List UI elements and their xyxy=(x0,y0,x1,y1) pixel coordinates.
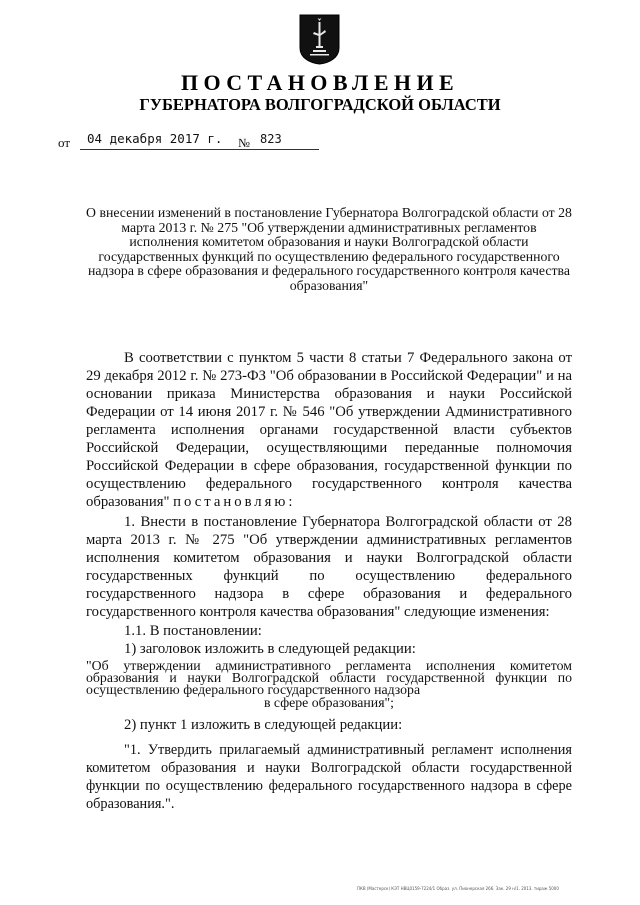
date-field[interactable] xyxy=(80,132,283,150)
subitem-2-paragraph: 2) пункт 1 изложить в следующей редакции: xyxy=(124,717,403,733)
document-subject: О внесении изменений в постановление Губернатора Волгоградской области от 28 марта 2013 г. № 275 "Об утверждении административных регламентов исполнения комитетом образования и науки Волгоградской области государственных функций по осуществлению федерального государственного надзора в сфере образования и федерального государственного контроля качества образования" xyxy=(86,205,572,293)
document-type-title: ПОСТАНОВЛЕНИЕ xyxy=(180,70,460,95)
number-value: 823 xyxy=(260,132,282,146)
date-value: 04 декабря 2017 г. xyxy=(87,131,223,146)
quote-main-text: "Об утверждении административного регламента исполнения комитетом образования и науки Волгоградской области государственной функции по осуществлению федерального государственного надзора xyxy=(86,658,572,698)
number-field[interactable] xyxy=(256,132,319,150)
new-title-quote xyxy=(86,660,572,709)
issuer-title: ГУБЕРНАТОРА ВОЛГОГРАДСКОЙ ОБЛАСТИ xyxy=(139,95,501,114)
number-label: № xyxy=(238,136,250,150)
decree-word: постановляю: xyxy=(173,494,296,510)
item-1-1-paragraph: 1.1. В постановлении: xyxy=(124,623,262,639)
preamble-paragraph xyxy=(86,349,572,511)
date-label: от xyxy=(58,135,71,150)
preamble-text: В соответствии с пунктом 5 части 8 статьи 7 Федерального закона от 29 декабря 2012 г. № 273-ФЗ "Об образовании в Российской Федерации" и на основании приказа Министерства образования и науки Российской Федерации от 14 июня 2017 г. № 546 "Об утверждении Административного регламента исполнения органами государственной власти субъектов Российской Федерации, осуществляющими переданные полномочия Российской Федерации в сфере образования, государственной функции по осуществлению федерального государственного контроля качества образования" xyxy=(86,350,572,510)
new-item-1-paragraph: "1. Утвердить прилагаемый административный регламент исполнения комитетом образования и науки Волгоградской области государственной функции по осуществлению федерального государственного надзора в сфере образования.". xyxy=(86,742,572,812)
subitem-1-paragraph: 1) заголовок изложить в следующей редакции: xyxy=(124,641,416,657)
quote-end-text: в сфере образования"; xyxy=(263,694,395,710)
print-mark: ПКВ (Мастерск) КЭТ НВЦ0159-7224/1 Образ. ул. Пионерская 266. Зак. 29 н/1. 2013. тираж 5000 xyxy=(357,886,559,891)
coat-of-arms-icon xyxy=(299,14,340,65)
item-1-paragraph: 1. Внести в постановление Губернатора Волгоградской области от 28 марта 2013 г. № 275 "Об утверждении административных регламентов исполнения комитетом образования и науки Волгоградской области государственных функций по осуществлению федерального государственного надзора в сфере образования и федерального государственного контроля качества образования" следующие изменения: xyxy=(86,514,572,620)
